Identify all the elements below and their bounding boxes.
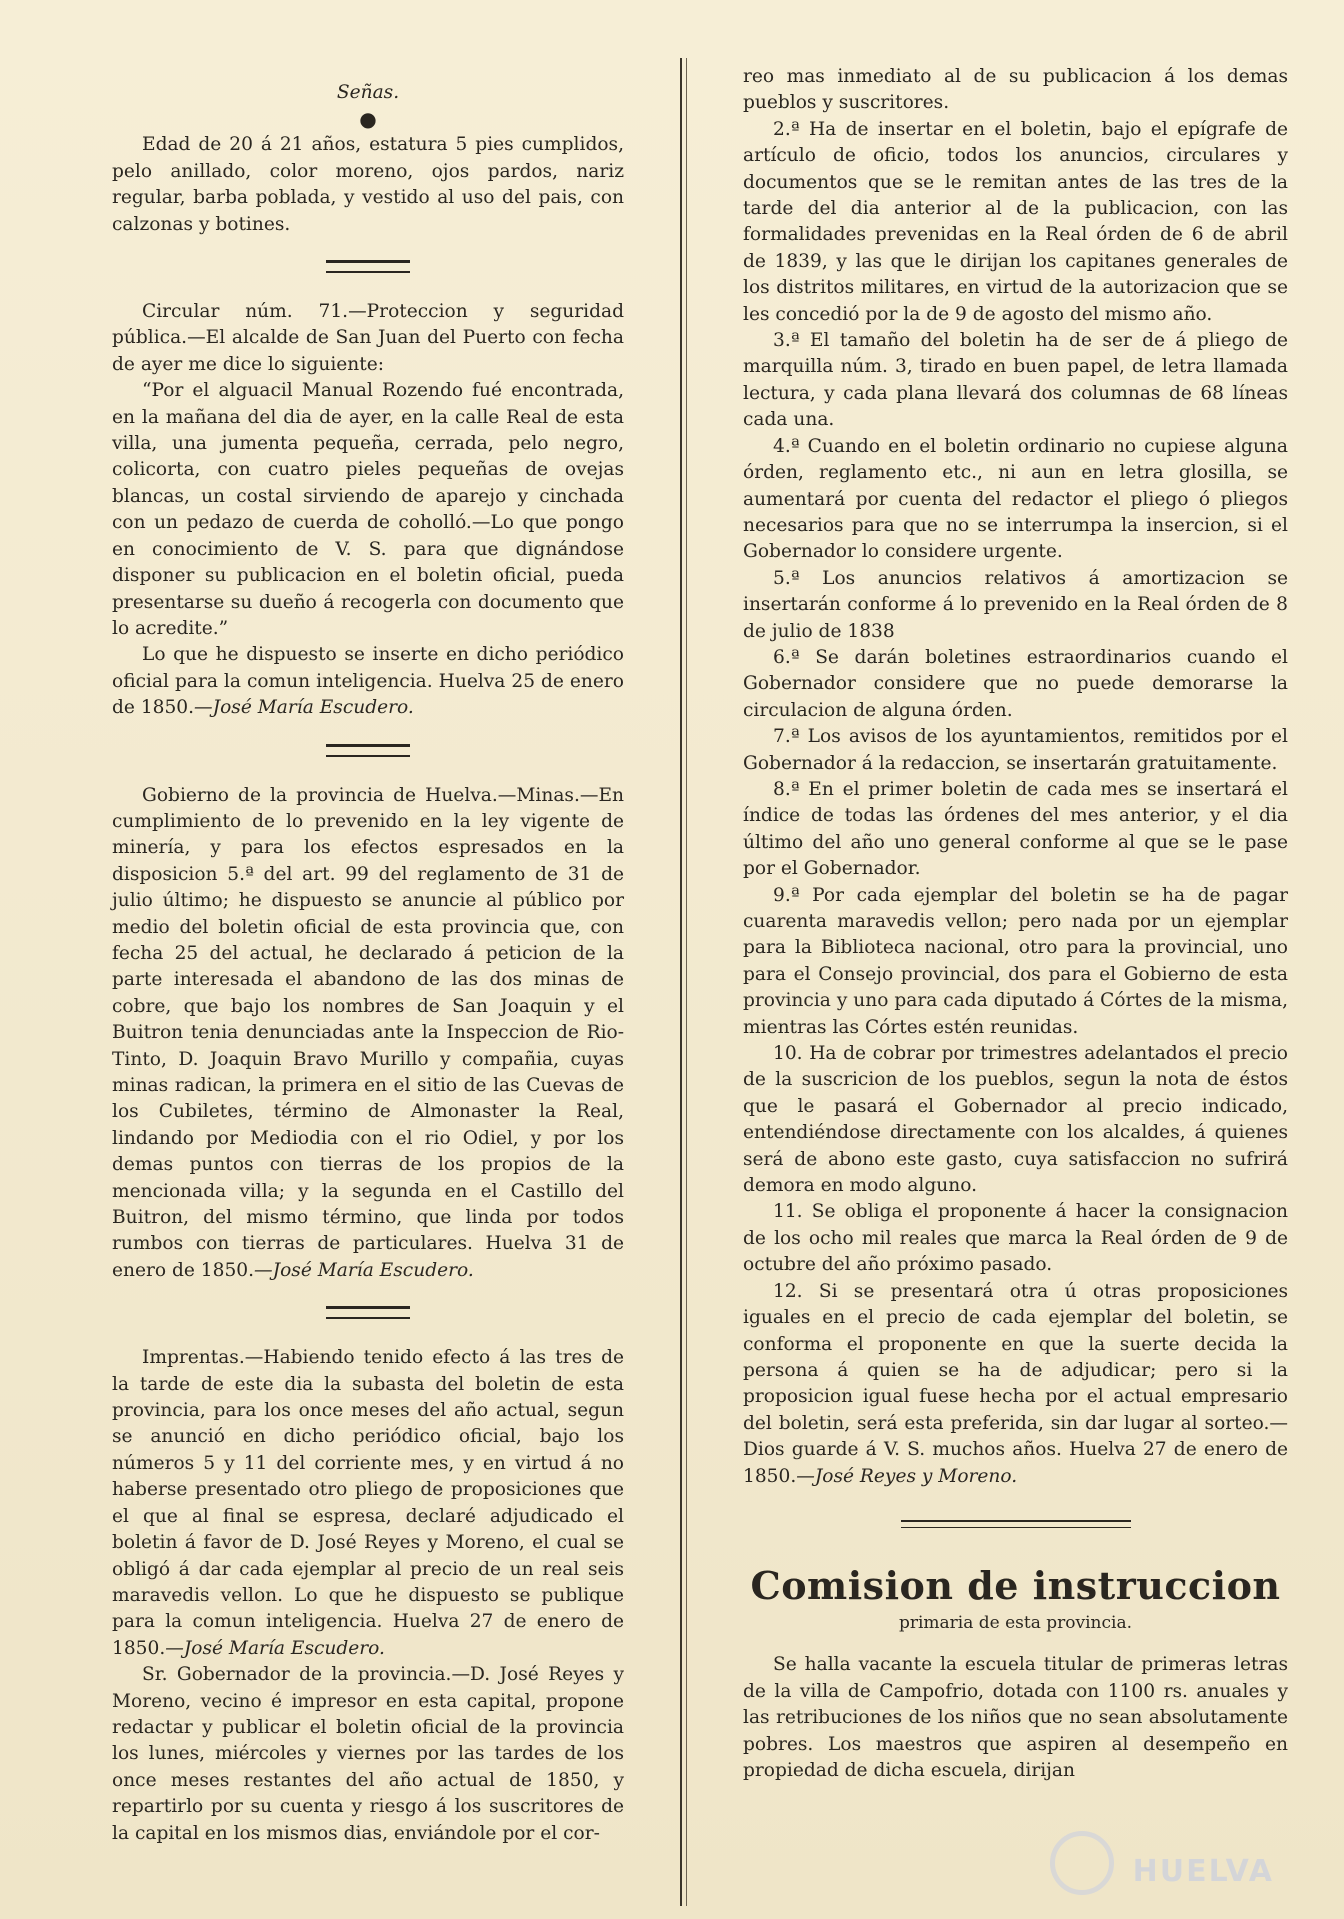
gobernador-proposal: Sr. Gobernador de la provincia.—D. José Reyes y Moreno, vecino é impresor en esta capital, propone redactar y publicar el boletin oficial de la provincia los lunes, miércoles y viernes por las tardes de los once meses restantes del año actual de 1850, y repartirlo por su cuenta y riesgo á los suscritores de la capital en los mismos dias, enviándole por el cor- (112, 1664, 624, 1844)
clause-10: 10. Ha de cobrar por trimestres adelantados el precio de la suscricion de los pueblos, segun la nota de éstos que le pasará el Gobernador al precio indicado, entendiéndose directamente con los alcaldes, á quienes será de abono este gasto, cuya satisfaccion no sufrirá demora en modo alguno. (743, 1043, 1288, 1197)
right-column (743, 64, 1288, 1784)
clause-2: 2.ª Ha de insertar en el boletin, bajo el epígrafe de artículo de oficio, todos los anuncios, circulares y documentos que se le remitan antes de las tres de la tarde del dia anterior al de la publicacion, con las formalidades prevenidas en la Real órden de 6 de abril de 1839, y las que le dirijan los capitanes generales de los distritos militares, en virtud de la autorizacion que se les concedió por la de 9 de agosto del mismo año. (743, 118, 1288, 325)
clause-5: 5.ª Los anuncios relativos á amortizacion se insertarán conforme á lo prevenido en la Real órden de 8 de julio de 1838 (743, 567, 1288, 642)
clause-3: 3.ª El tamaño del boletin ha de ser de á pliego de marquilla núm. 3, tirado en buen papel, de letra llamada lectura, y cada plana llevará dos columnas de 68 líneas cada una. (743, 330, 1288, 431)
bullet-ornament: ● (359, 107, 377, 132)
minas-notice (112, 783, 624, 1285)
clause-9: 9.ª Por cada ejemplar del boletin se ha de pagar cuarenta maravedis vellon; pero nada por un ejemplar para la Biblioteca nacional, otro para la provincial, uno para el Consejo provincial, dos para el Gobierno de esta provincia y uno para cada diputado á Córtes de la misma, mientras las Córtes estén reunidas. (743, 884, 1288, 1038)
comision-subheading: primaria de esta provincia. (898, 1612, 1133, 1633)
clause-12 (743, 1279, 1288, 1490)
column-divider (680, 58, 682, 1906)
column-divider-thin (686, 58, 687, 1906)
circular-closing-text: Lo que he dispuesto se inserte en dicho periódico oficial para la comun inteligencia. Huelva 25 de enero de 1850. (112, 644, 624, 719)
imprentas-notice (112, 1345, 624, 1662)
senas-title: Señas. (336, 82, 400, 103)
clause-12-signature: —José Reyes y Moreno. (796, 1465, 1018, 1487)
imprentas-text: Imprentas.—Habiendo tenido efecto á las tres de la tarde de este dia la subasta del boletin de esta provincia, para los once meses del año actual, segun se anunció en dicho periódico oficial, bajo los números 5 y 11 del corriente mes, y en virtud á no haberse presentado otro pliego de proposiciones que el que al final se espresa, declaré adjudicado el boletin á favor de D. José Reyes y Moreno, el cual se obligó á dar cada ejemplar al precio de un real seis maravedis vellon. Lo que he dispuesto se publique para la comun inteligencia. Huelva 27 de enero de 1850. (112, 1347, 624, 1659)
clause-7: 7.ª Los avisos de los ayuntamientos, remitidos por el Gobernador á la redaccion, se insertarán gratuitamente. (743, 726, 1288, 774)
section-rule (326, 260, 410, 273)
clause-4: 4.ª Cuando en el boletin ordinario no cupiese alguna órden, reglamento etc., ni aun en letra glosilla, se aumentará por cuenta del redactor el pliego ó pliegos necesarios para que no se interrumpa la insercion, si el Gobernador lo considere urgente. (743, 435, 1288, 563)
clause-12-text: 12. Si se presentará otra ú otras proposiciones iguales en el precio de cada ejemplar del boletin, se conforma el proponente en que la suerte decida la persona á quien se ha de adjudicar; pero si la proposicion igual fuese hecha por el actual empresario del boletin, será esta preferida, sin dar lugar al sorteo.—Dios guarde á V. S. muchos años. Huelva 27 de enero de 1850. (743, 1280, 1288, 1487)
section-rule (326, 744, 410, 757)
comision-heading: Comision de instruccion (750, 1562, 1281, 1608)
circular-heading: Circular núm. 71.—Proteccion y seguridad pública.—El alcalde de San Juan del Puerto con fecha de ayer me dice lo siguiente: (112, 301, 624, 375)
clause-8: 8.ª En el primer boletin de cada mes se insertará el índice de todas las órdenes del mes anterior, y el dia último del año uno general conforme al que se le pase por el Gobernador. (743, 778, 1288, 880)
imprentas-signature: —José María Escudero. (165, 1637, 385, 1659)
left-column (112, 70, 624, 1847)
section-rule (901, 1520, 1131, 1528)
proposal-continuation: reo mas inmediato al de su publicacion á los demas pueblos y suscritores. (743, 66, 1288, 114)
watermark-text: HUELVA (1132, 1854, 1274, 1889)
circular-signature: —José María Escudero. (194, 697, 414, 719)
circular-quote: “Por el alguacil Manual Rozendo fué encontrada, en la mañana del dia de ayer, en la calle Real de esta villa, una jumenta pequeña, cerrada, pelo negro, colicorta, con cuatro pieles pequeñas de ovejas blancas, un costal sirviendo de aparejo y cinchada con un pedazo de cuerda de coholló.—Lo que pongo en conocimiento de V. S. para que dignándose disponer su publicacion en el boletin oficial, pueda presentarse su dueño á recogerla con documento que lo acredite.” (112, 380, 624, 639)
circular-closing (112, 642, 624, 721)
watermark-logo-icon (1050, 1831, 1114, 1895)
clause-11: 11. Se obliga el proponente á hacer la consignacion de los ocho mil reales que marca la Real órden de 9 de octubre del año próximo pasado. (743, 1201, 1288, 1276)
comision-notice: Se halla vacante la escuela titular de primeras letras de la villa de Campofrio, dotada con 1100 rs. anuales y las retribuciones de los niños que no sean absolutamente pobres. Los maestros que aspiren al desempeño en propiedad de dicha escuela, dirijan (743, 1654, 1288, 1781)
senas-text: Edad de 20 á 21 años, estatura 5 pies cumplidos, pelo anillado, color moreno, ojos pardos, nariz regular, barba poblada, y vestido al uso del pais, con calzonas y botines. (112, 134, 624, 235)
minas-text: Gobierno de la provincia de Huelva.—Minas.—En cumplimiento de lo prevenido en la ley vigente de minería, y para los efectos espresados en la disposicion 5.ª del art. 99 del reglamento de 31 de julio último; he dispuesto se anuncie al público por medio del boletin oficial de esta provincia que, con fecha 25 del actual, he declarado á peticion de la parte interesada el abandono de las dos minas de cobre, que bajo los nombres de San Joaquin y el Buitron tenia denunciadas ante la Inspeccion de Rio-Tinto, D. Joaquin Bravo Murillo y compañia, cuyas minas radican, la primera en el sitio de las Cuevas de los Cubiletes, término de Almonaster la Real, lindando por Mediodia con el rio Odiel, y por los demas puntos con tierras de los propios de la mencionada villa; y la segunda en el Castillo del Buitron, del mismo término, que linda por todos rumbos con tierras de particulares. Huelva 31 de enero de 1850. (112, 784, 624, 1281)
minas-signature: —José María Escudero. (254, 1259, 474, 1281)
section-rule (326, 1306, 410, 1319)
clause-6: 6.ª Se darán boletines estraordinarios cuando el Gobernador considere que no puede demorarse la circulacion de alguna órden. (743, 646, 1288, 721)
